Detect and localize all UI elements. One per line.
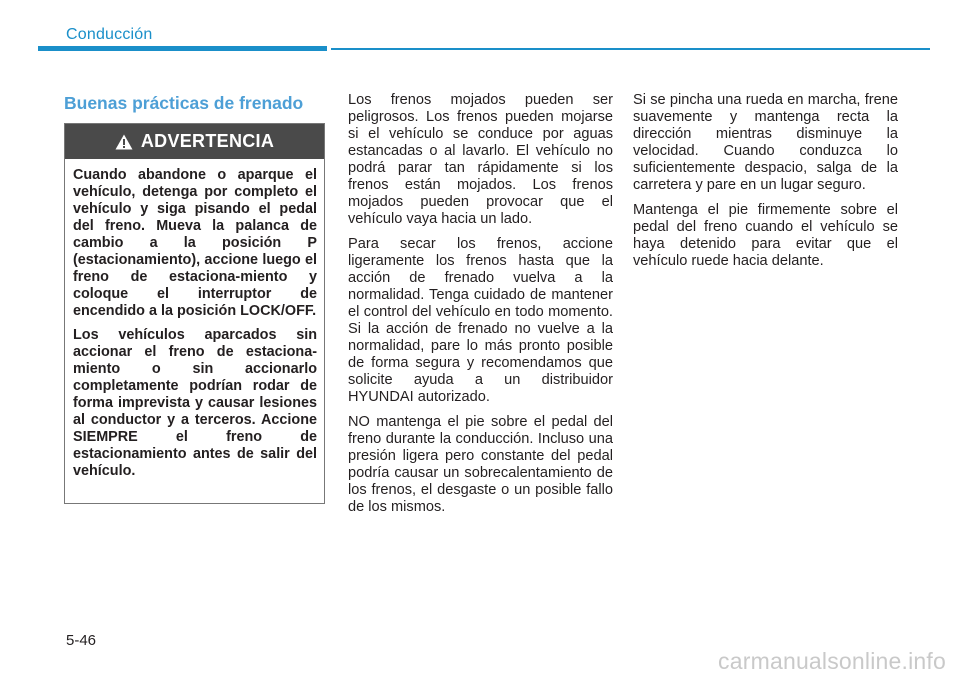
middle-paragraph-2: Para secar los frenos, accione ligeramente los frenos hasta que la acción de frenado vuelva a la normalidad. Tenga cuidado de mantener el control del vehículo en todo momento. Si la acción de frenado no vuelve a la normalidad, pare lo más pronto posible de forma segura y recomendamos que solicite ayuda a un distribuidor HYUNDAI autorizado. (348, 236, 613, 405)
warning-paragraph-1: Cuando abandone o aparque el vehículo, detenga por completo el vehículo y siga pisando el pedal del freno. Mueva la palanca de cambio a la posición P (estacionamiento), accione luego el freno de estaciona-miento y coloque el interruptor de encendido a la posición LOCK/OFF. (73, 167, 317, 319)
middle-paragraph-3: NO mantenga el pie sobre el pedal del freno durante la conducción. Incluso una presión ligera pero constante del pedal podría causar un sobrecalentamiento de los frenos, el desgaste o un posible fallo de los mismos. (348, 414, 613, 515)
warning-body (65, 159, 324, 480)
right-paragraph-2: Mantenga el pie firmemente sobre el pedal del freno cuando el vehículo se haya detenido para evitar que el vehículo ruede hacia delante. (633, 202, 898, 269)
middle-paragraph-1: Los frenos mojados pueden ser peligrosos. Los frenos pueden mojarse si el vehículo se conduce por aguas estancadas o al lavarlo. El vehículo no podrá parar tan rápidamente si los frenos están mojados. Los frenos mojados pueden provocar que el vehículo vaya hacia un lado. (348, 92, 613, 227)
warning-header (65, 124, 324, 159)
header-section-label: Conducción (66, 26, 153, 43)
warning-triangle-icon (115, 134, 133, 150)
warning-paragraph-2: Los vehículos aparcados sin accionar el freno de estaciona-miento o sin accionarlo completamente podrían rodar de forma imprevista y causar lesiones al conductor y a terceros. Accione SIEMPRE el freno de estacionamiento antes de salir del vehículo. (73, 327, 317, 479)
column-right (633, 92, 898, 278)
page-number: 5-46 (66, 632, 97, 649)
header-rule-thin (331, 48, 930, 50)
right-paragraph-1: Si se pincha una rueda en marcha, frene suavemente y mantenga recta la dirección mientras disminuye la velocidad. Cuando conduzca lo suficientemente despacio, salga de la carretera y pare en un lugar seguro. (633, 92, 898, 193)
header-rule-thick (38, 46, 327, 51)
watermark: carmanualsonline.info (718, 648, 946, 674)
warning-title: ADVERTENCIA (140, 131, 275, 151)
column-middle (348, 92, 613, 524)
warning-box (64, 123, 325, 504)
section-title: Buenas prácticas de frenado (64, 93, 304, 113)
